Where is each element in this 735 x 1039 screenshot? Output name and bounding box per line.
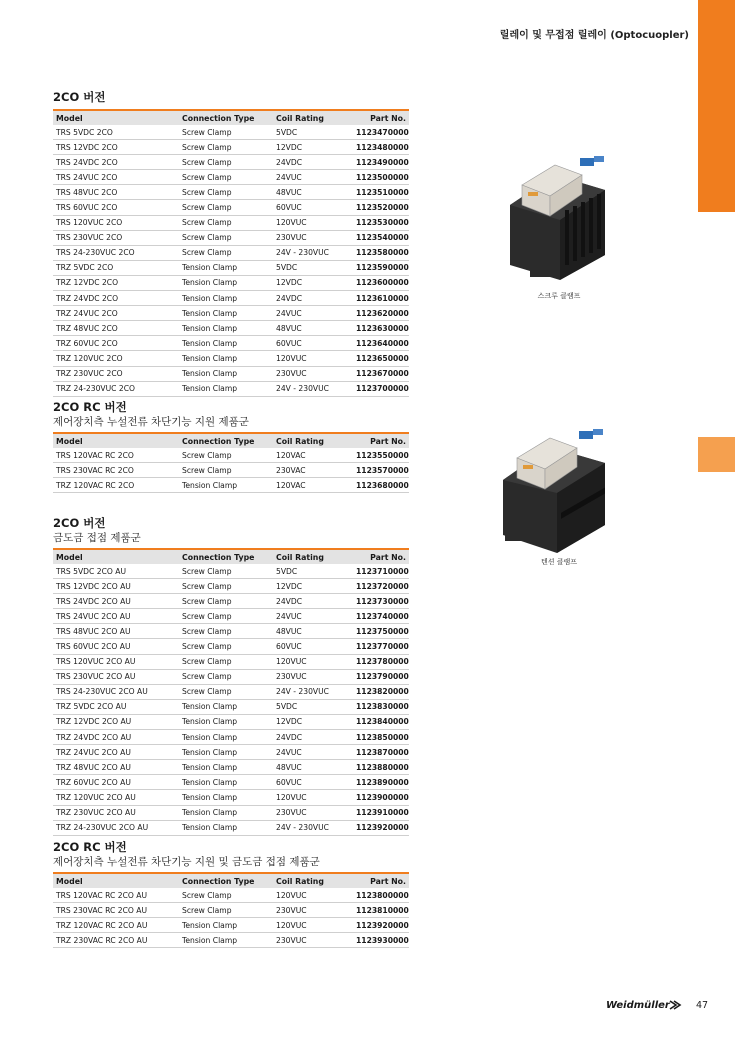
table-row: [53, 463, 409, 478]
cell-model: TRS 120VUC 2CO: [53, 215, 179, 230]
cell-part-no: 1123590000: [353, 260, 409, 275]
cell-model: TRS 120VAC RC 2CO AU: [53, 888, 179, 903]
cell-connection-type: Screw Clamp: [179, 639, 273, 654]
cell-coil-rating: 60VUC: [273, 200, 353, 215]
cell-connection-type: Screw Clamp: [179, 230, 273, 245]
cell-coil-rating: 12VDC: [273, 714, 353, 729]
cell-connection-type: Tension Clamp: [179, 790, 273, 805]
cell-part-no: 1123720000: [353, 579, 409, 594]
table-row: [53, 903, 409, 918]
cell-coil-rating: 230VAC: [273, 463, 353, 478]
cell-connection-type: Tension Clamp: [179, 933, 273, 948]
section-2co-au: [53, 516, 409, 836]
cell-coil-rating: 120VUC: [273, 215, 353, 230]
cell-part-no: 1123740000: [353, 609, 409, 624]
cell-coil-rating: 24V - 230VUC: [273, 820, 353, 835]
cell-connection-type: Tension Clamp: [179, 745, 273, 760]
cell-coil-rating: 48VUC: [273, 321, 353, 336]
cell-model: TRZ 12VDC 2CO AU: [53, 714, 179, 729]
section-subtitle: 제어장치측 누설전류 차단기능 지원 및 금도금 접점 제품군: [53, 856, 320, 868]
cell-part-no: 1123600000: [353, 275, 409, 290]
cell-coil-rating: 230VUC: [273, 230, 353, 245]
cell-connection-type: Screw Clamp: [179, 609, 273, 624]
cell-connection-type: Tension Clamp: [179, 478, 273, 493]
cell-coil-rating: 120VAC: [273, 478, 353, 493]
cell-model: TRS 120VAC RC 2CO: [53, 448, 179, 463]
brand-logo: Weidmüller: [606, 1000, 670, 1011]
product-table: [53, 432, 409, 493]
cell-model: TRZ 120VAC RC 2CO AU: [53, 918, 179, 933]
cell-connection-type: Tension Clamp: [179, 291, 273, 306]
cell-connection-type: Screw Clamp: [179, 594, 273, 609]
cell-part-no: 1123910000: [353, 805, 409, 820]
product-table: [53, 872, 409, 948]
cell-coil-rating: 24VUC: [273, 745, 353, 760]
cell-coil-rating: 12VDC: [273, 140, 353, 155]
cell-connection-type: Tension Clamp: [179, 730, 273, 745]
col-header-part: Part No.: [353, 433, 409, 448]
cell-model: TRS 60VUC 2CO AU: [53, 639, 179, 654]
cell-connection-type: Tension Clamp: [179, 699, 273, 714]
cell-part-no: 1123730000: [353, 594, 409, 609]
col-header-connection: Connection Type: [179, 110, 273, 125]
cell-coil-rating: 120VUC: [273, 790, 353, 805]
cell-model: TRS 24-230VUC 2CO: [53, 245, 179, 260]
cell-coil-rating: 230VUC: [273, 933, 353, 948]
cell-model: TRS 60VUC 2CO: [53, 200, 179, 215]
col-header-connection: Connection Type: [179, 433, 273, 448]
cell-model: TRZ 120VUC 2CO AU: [53, 790, 179, 805]
cell-model: TRZ 60VUC 2CO: [53, 336, 179, 351]
cell-model: TRZ 24-230VUC 2CO AU: [53, 820, 179, 835]
cell-coil-rating: 24VUC: [273, 609, 353, 624]
cell-part-no: 1123680000: [353, 478, 409, 493]
screw-clamp-relay-image: [500, 150, 615, 285]
cell-connection-type: Tension Clamp: [179, 275, 273, 290]
section-title: 2CO 버전: [53, 90, 106, 104]
col-header-model: Model: [53, 110, 179, 125]
tension-clamp-relay-image: [495, 425, 615, 555]
cell-connection-type: Screw Clamp: [179, 624, 273, 639]
table-row: [53, 820, 409, 835]
cell-model: TRS 12VDC 2CO: [53, 140, 179, 155]
cell-coil-rating: 24VUC: [273, 306, 353, 321]
cell-part-no: 1123570000: [353, 463, 409, 478]
table-row: [53, 654, 409, 669]
section-2co-rc-au: [53, 840, 409, 948]
cell-connection-type: Tension Clamp: [179, 351, 273, 366]
cell-model: TRS 24VUC 2CO AU: [53, 609, 179, 624]
col-header-model: Model: [53, 433, 179, 448]
cell-coil-rating: 48VUC: [273, 760, 353, 775]
cell-part-no: 1123800000: [353, 888, 409, 903]
cell-model: TRZ 24VDC 2CO AU: [53, 730, 179, 745]
table-row: [53, 609, 409, 624]
section-tab: [698, 437, 735, 472]
col-header-coil: Coil Rating: [273, 433, 353, 448]
cell-connection-type: Tension Clamp: [179, 820, 273, 835]
cell-model: TRS 5VDC 2CO: [53, 125, 179, 140]
cell-connection-type: Screw Clamp: [179, 903, 273, 918]
table-row: [53, 564, 409, 579]
table-row: [53, 639, 409, 654]
cell-coil-rating: 24V - 230VUC: [273, 684, 353, 699]
cell-connection-type: Screw Clamp: [179, 200, 273, 215]
table-row: [53, 760, 409, 775]
cell-model: TRZ 230VUC 2CO: [53, 366, 179, 381]
cell-part-no: 1123650000: [353, 351, 409, 366]
cell-coil-rating: 24VUC: [273, 170, 353, 185]
cell-part-no: 1123900000: [353, 790, 409, 805]
cell-model: TRS 230VAC RC 2CO AU: [53, 903, 179, 918]
cell-coil-rating: 120VUC: [273, 888, 353, 903]
cell-connection-type: Tension Clamp: [179, 306, 273, 321]
table-row: [53, 170, 409, 185]
table-row: [53, 245, 409, 260]
table-row: [53, 260, 409, 275]
cell-part-no: 1123830000: [353, 699, 409, 714]
table-row: [53, 155, 409, 170]
cell-coil-rating: 5VDC: [273, 125, 353, 140]
cell-part-no: 1123790000: [353, 669, 409, 684]
cell-coil-rating: 230VUC: [273, 366, 353, 381]
cell-model: TRS 48VUC 2CO: [53, 185, 179, 200]
cell-part-no: 1123470000: [353, 125, 409, 140]
table-header-row: [53, 873, 409, 888]
section-subtitle: 금도금 접점 제품군: [53, 532, 141, 544]
cell-coil-rating: 24VDC: [273, 594, 353, 609]
table-row: [53, 730, 409, 745]
chapter-tab: [698, 0, 735, 212]
col-header-model: Model: [53, 873, 179, 888]
table-header-row: [53, 110, 409, 125]
cell-coil-rating: 120VUC: [273, 654, 353, 669]
section-title: 2CO 버전: [53, 516, 106, 530]
cell-connection-type: Tension Clamp: [179, 714, 273, 729]
cell-connection-type: Screw Clamp: [179, 215, 273, 230]
cell-connection-type: Tension Clamp: [179, 760, 273, 775]
cell-part-no: 1123700000: [353, 381, 409, 396]
cell-coil-rating: 24V - 230VUC: [273, 381, 353, 396]
screw-clamp-caption: 스크루 클램프: [537, 292, 581, 300]
cell-model: TRZ 5VDC 2CO: [53, 260, 179, 275]
cell-part-no: 1123530000: [353, 215, 409, 230]
col-header-coil: Coil Rating: [273, 873, 353, 888]
table-row: [53, 291, 409, 306]
brand-mark-icon: [669, 999, 683, 1011]
col-header-part: Part No.: [353, 549, 409, 564]
cell-connection-type: Screw Clamp: [179, 185, 273, 200]
cell-coil-rating: 5VDC: [273, 699, 353, 714]
cell-connection-type: Screw Clamp: [179, 684, 273, 699]
cell-connection-type: Screw Clamp: [179, 654, 273, 669]
table-row: [53, 306, 409, 321]
table-header-row: [53, 549, 409, 564]
page-number: 47: [696, 1000, 709, 1011]
cell-coil-rating: 230VUC: [273, 805, 353, 820]
cell-connection-type: Tension Clamp: [179, 805, 273, 820]
table-row: [53, 478, 409, 493]
cell-part-no: 1123580000: [353, 245, 409, 260]
cell-coil-rating: 48VUC: [273, 624, 353, 639]
cell-coil-rating: 60VUC: [273, 775, 353, 790]
cell-model: TRS 24VDC 2CO AU: [53, 594, 179, 609]
product-table: [53, 548, 409, 836]
page-header: 릴레이 및 무접점 릴레이 (Optocuopler): [499, 30, 689, 41]
cell-coil-rating: 5VDC: [273, 260, 353, 275]
table-row: [53, 185, 409, 200]
cell-connection-type: Screw Clamp: [179, 564, 273, 579]
cell-connection-type: Screw Clamp: [179, 463, 273, 478]
cell-coil-rating: 120VAC: [273, 448, 353, 463]
cell-connection-type: Screw Clamp: [179, 170, 273, 185]
cell-connection-type: Tension Clamp: [179, 381, 273, 396]
cell-model: TRS 24VDC 2CO: [53, 155, 179, 170]
col-header-connection: Connection Type: [179, 873, 273, 888]
cell-part-no: 1123850000: [353, 730, 409, 745]
cell-coil-rating: 24VDC: [273, 730, 353, 745]
col-header-model: Model: [53, 549, 179, 564]
table-row: [53, 351, 409, 366]
table-row: [53, 381, 409, 396]
section-2co: [53, 90, 409, 397]
cell-model: TRS 230VUC 2CO: [53, 230, 179, 245]
cell-connection-type: Screw Clamp: [179, 448, 273, 463]
cell-coil-rating: 12VDC: [273, 275, 353, 290]
table-row: [53, 745, 409, 760]
cell-part-no: 1123550000: [353, 448, 409, 463]
cell-coil-rating: 5VDC: [273, 564, 353, 579]
table-row: [53, 790, 409, 805]
cell-part-no: 1123750000: [353, 624, 409, 639]
table-row: [53, 775, 409, 790]
table-row: [53, 215, 409, 230]
table-row: [53, 579, 409, 594]
cell-part-no: 1123880000: [353, 760, 409, 775]
cell-connection-type: Screw Clamp: [179, 579, 273, 594]
cell-coil-rating: 230VUC: [273, 903, 353, 918]
table-row: [53, 805, 409, 820]
table-row: [53, 448, 409, 463]
table-row: [53, 699, 409, 714]
cell-model: TRZ 60VUC 2CO AU: [53, 775, 179, 790]
table-row: [53, 125, 409, 140]
table-row: [53, 888, 409, 903]
col-header-coil: Coil Rating: [273, 110, 353, 125]
cell-part-no: 1123870000: [353, 745, 409, 760]
cell-connection-type: Tension Clamp: [179, 321, 273, 336]
cell-connection-type: Screw Clamp: [179, 140, 273, 155]
cell-part-no: 1123920000: [353, 820, 409, 835]
cell-part-no: 1123510000: [353, 185, 409, 200]
cell-coil-rating: 60VUC: [273, 336, 353, 351]
cell-connection-type: Tension Clamp: [179, 260, 273, 275]
section-title: 2CO RC 버전: [53, 400, 127, 414]
cell-model: TRZ 5VDC 2CO AU: [53, 699, 179, 714]
table-row: [53, 669, 409, 684]
table-row: [53, 200, 409, 215]
cell-part-no: 1123930000: [353, 933, 409, 948]
cell-model: TRS 24-230VUC 2CO AU: [53, 684, 179, 699]
col-header-part: Part No.: [353, 110, 409, 125]
table-row: [53, 684, 409, 699]
cell-part-no: 1123490000: [353, 155, 409, 170]
cell-connection-type: Tension Clamp: [179, 336, 273, 351]
table-row: [53, 321, 409, 336]
table-row: [53, 594, 409, 609]
cell-model: TRZ 120VUC 2CO: [53, 351, 179, 366]
cell-connection-type: Screw Clamp: [179, 669, 273, 684]
cell-connection-type: Screw Clamp: [179, 125, 273, 140]
cell-connection-type: Tension Clamp: [179, 366, 273, 381]
cell-connection-type: Screw Clamp: [179, 888, 273, 903]
cell-model: TRZ 48VUC 2CO AU: [53, 760, 179, 775]
cell-model: TRZ 48VUC 2CO: [53, 321, 179, 336]
cell-coil-rating: 60VUC: [273, 639, 353, 654]
cell-model: TRZ 24VUC 2CO AU: [53, 745, 179, 760]
cell-part-no: 1123780000: [353, 654, 409, 669]
cell-part-no: 1123710000: [353, 564, 409, 579]
table-row: [53, 366, 409, 381]
cell-model: TRZ 24VDC 2CO: [53, 291, 179, 306]
cell-coil-rating: 24V - 230VUC: [273, 245, 353, 260]
cell-coil-rating: 48VUC: [273, 185, 353, 200]
cell-model: TRZ 24-230VUC 2CO: [53, 381, 179, 396]
cell-connection-type: Screw Clamp: [179, 155, 273, 170]
table-row: [53, 918, 409, 933]
table-row: [53, 230, 409, 245]
table-row: [53, 714, 409, 729]
cell-part-no: 1123840000: [353, 714, 409, 729]
cell-part-no: 1123640000: [353, 336, 409, 351]
cell-part-no: 1123520000: [353, 200, 409, 215]
cell-part-no: 1123770000: [353, 639, 409, 654]
cell-model: TRZ 230VUC 2CO AU: [53, 805, 179, 820]
cell-connection-type: Screw Clamp: [179, 245, 273, 260]
cell-model: TRS 120VUC 2CO AU: [53, 654, 179, 669]
cell-connection-type: Tension Clamp: [179, 775, 273, 790]
cell-part-no: 1123890000: [353, 775, 409, 790]
tension-clamp-caption: 텐션 클램프: [540, 558, 578, 566]
cell-model: TRZ 24VUC 2CO: [53, 306, 179, 321]
cell-part-no: 1123920000: [353, 918, 409, 933]
table-row: [53, 275, 409, 290]
cell-coil-rating: 12VDC: [273, 579, 353, 594]
cell-model: TRZ 230VAC RC 2CO AU: [53, 933, 179, 948]
section-2co-rc: [53, 400, 409, 493]
cell-part-no: 1123630000: [353, 321, 409, 336]
cell-model: TRS 48VUC 2CO AU: [53, 624, 179, 639]
table-header-row: [53, 433, 409, 448]
cell-coil-rating: 24VDC: [273, 291, 353, 306]
cell-part-no: 1123500000: [353, 170, 409, 185]
cell-part-no: 1123810000: [353, 903, 409, 918]
table-row: [53, 140, 409, 155]
cell-model: TRZ 120VAC RC 2CO: [53, 478, 179, 493]
cell-model: TRS 12VDC 2CO AU: [53, 579, 179, 594]
table-row: [53, 624, 409, 639]
cell-part-no: 1123620000: [353, 306, 409, 321]
col-header-connection: Connection Type: [179, 549, 273, 564]
cell-connection-type: Tension Clamp: [179, 918, 273, 933]
cell-coil-rating: 120VUC: [273, 351, 353, 366]
cell-part-no: 1123820000: [353, 684, 409, 699]
col-header-coil: Coil Rating: [273, 549, 353, 564]
cell-part-no: 1123540000: [353, 230, 409, 245]
cell-coil-rating: 230VUC: [273, 669, 353, 684]
table-row: [53, 336, 409, 351]
col-header-part: Part No.: [353, 873, 409, 888]
cell-part-no: 1123610000: [353, 291, 409, 306]
cell-model: TRS 230VAC RC 2CO: [53, 463, 179, 478]
table-row: [53, 933, 409, 948]
cell-part-no: 1123670000: [353, 366, 409, 381]
cell-coil-rating: 120VUC: [273, 918, 353, 933]
section-subtitle: 제어장치측 누설전류 차단기능 지원 제품군: [53, 416, 249, 428]
section-title: 2CO RC 버전: [53, 840, 127, 854]
cell-coil-rating: 24VDC: [273, 155, 353, 170]
cell-model: TRS 230VUC 2CO AU: [53, 669, 179, 684]
cell-model: TRS 5VDC 2CO AU: [53, 564, 179, 579]
cell-model: TRZ 12VDC 2CO: [53, 275, 179, 290]
cell-model: TRS 24VUC 2CO: [53, 170, 179, 185]
product-table: [53, 109, 409, 397]
cell-part-no: 1123480000: [353, 140, 409, 155]
